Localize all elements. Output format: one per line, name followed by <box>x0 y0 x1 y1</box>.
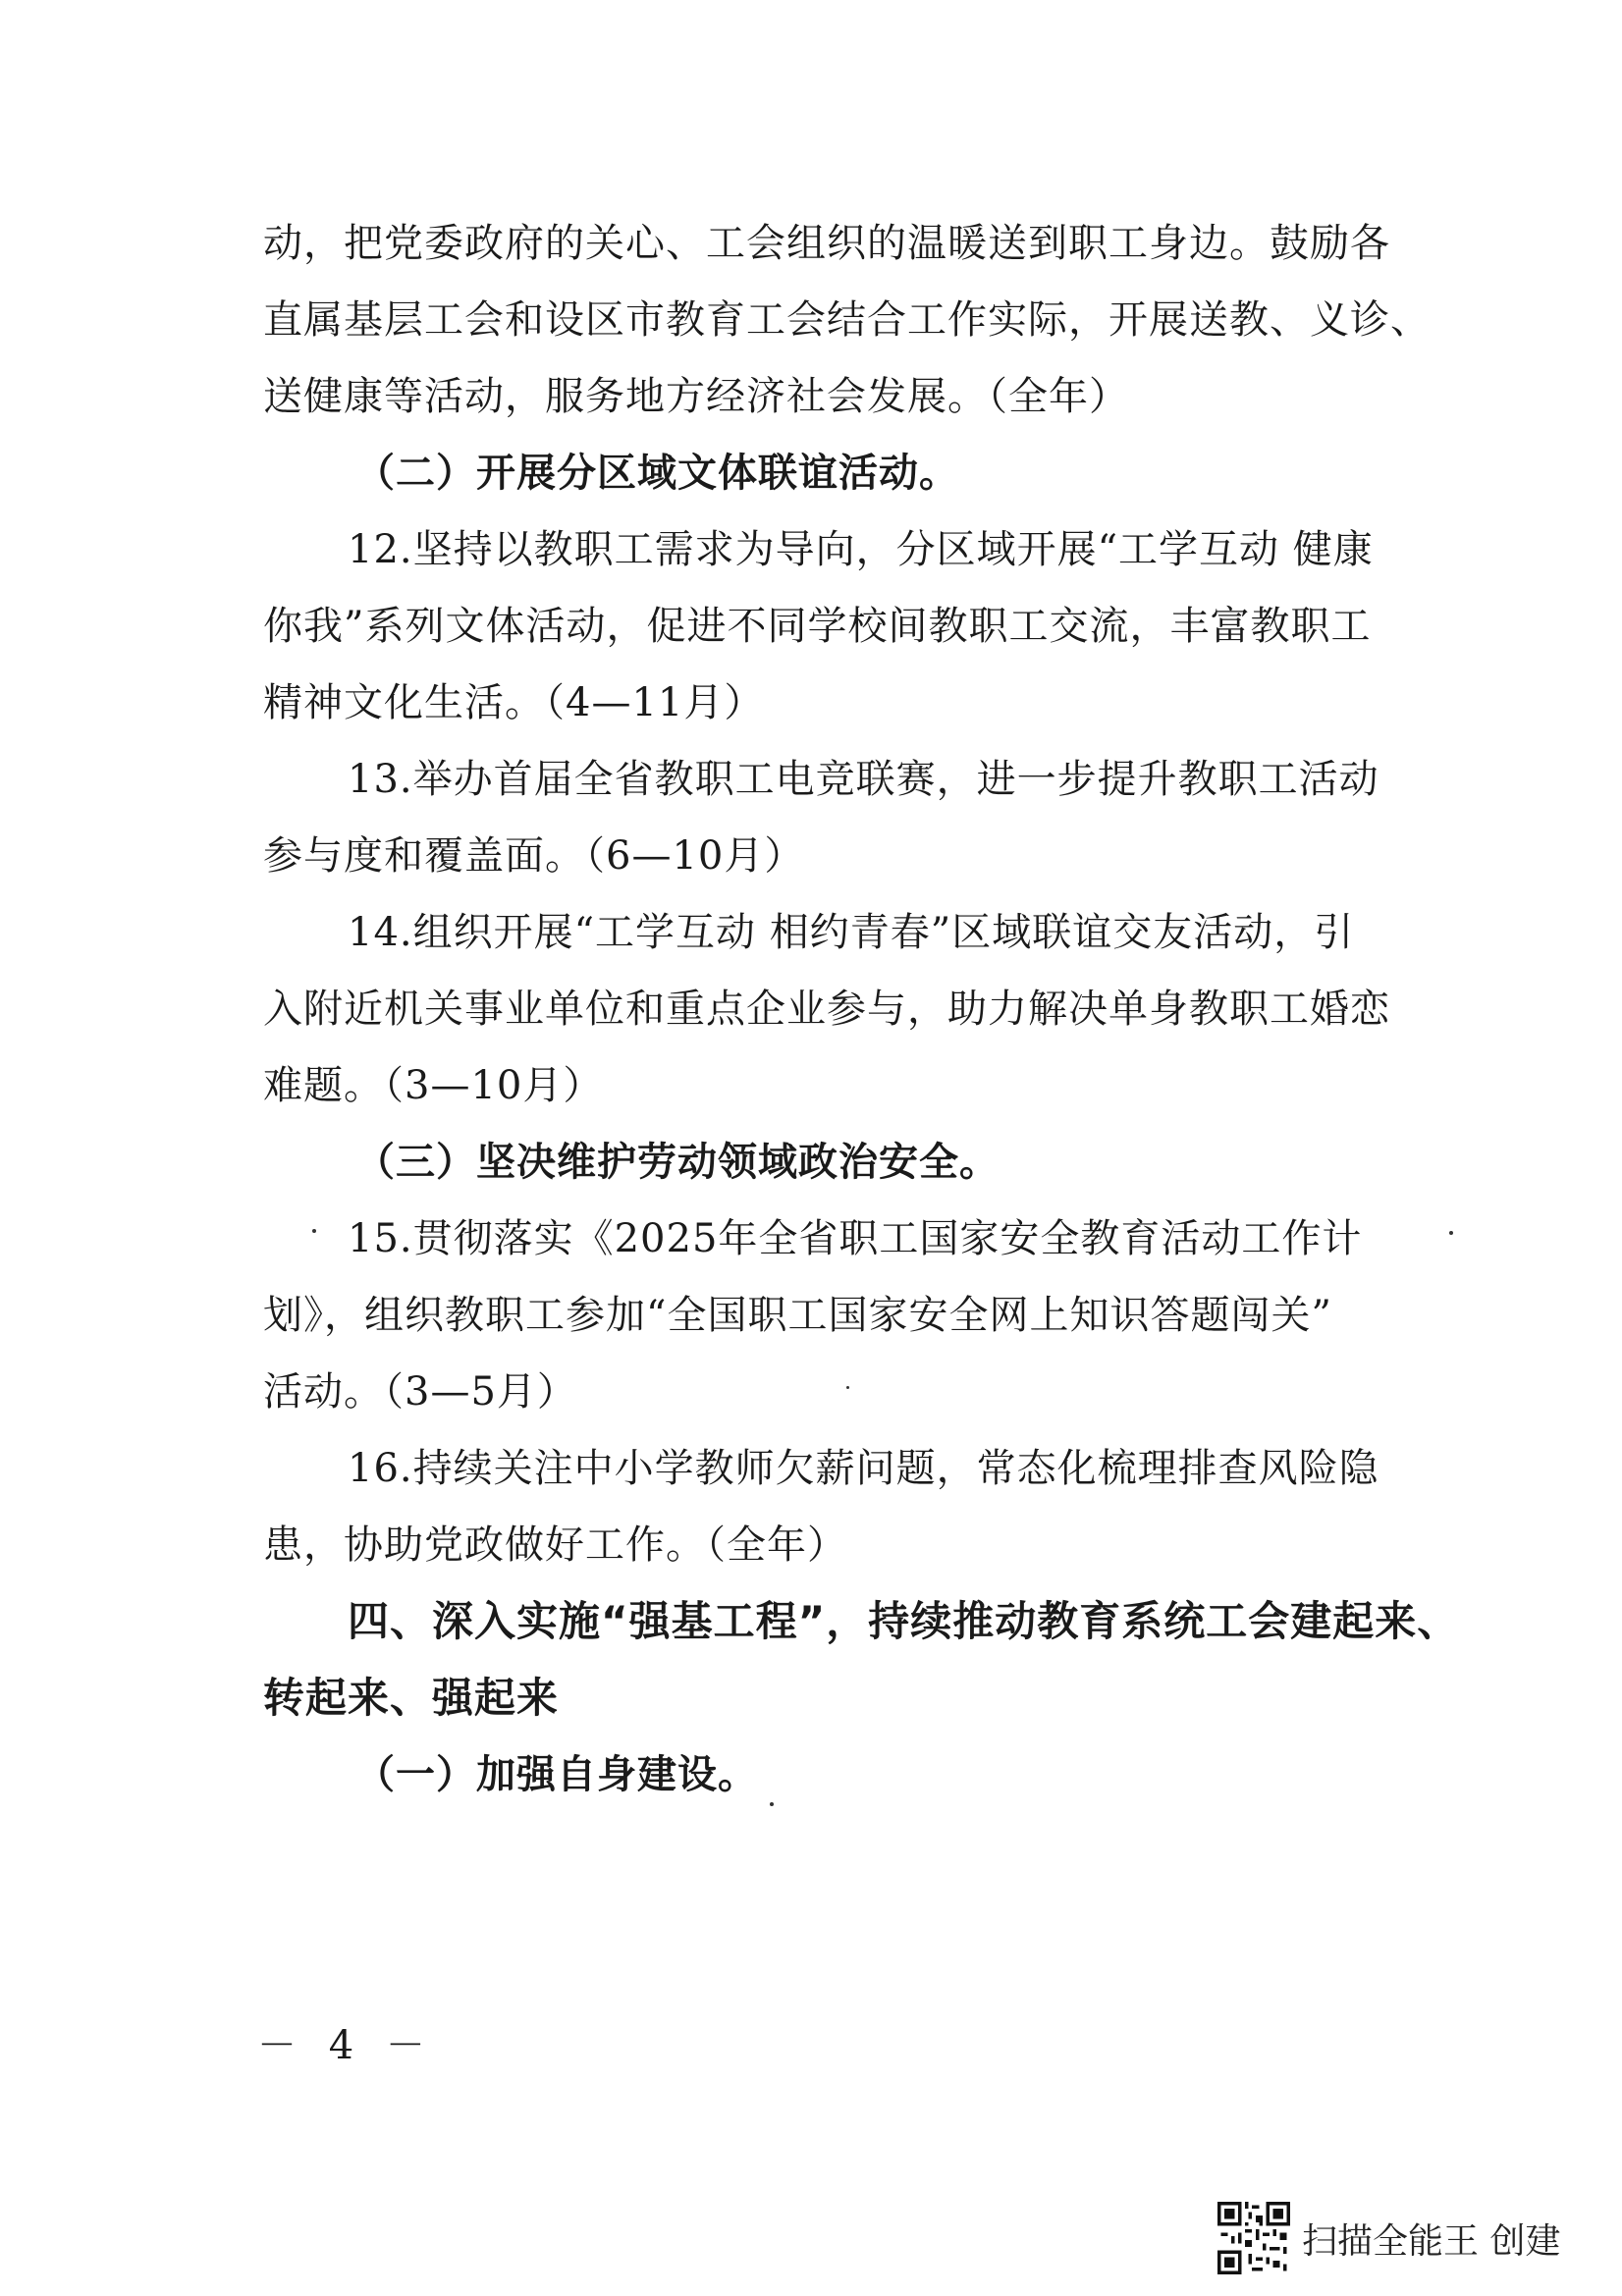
item-16-line-2: 患，协助党政做好工作。（全年） <box>263 1522 847 1568</box>
item-15-line-3: 活动。（3—5月） <box>263 1369 577 1415</box>
item-15-line-2: 划》，组织教职工参加“全国职工国家安全网上知识答题闯关” <box>263 1293 1332 1338</box>
item-13-line-1: 13.举办首届全省教职工电竞联赛，进一步提升教职工活动 <box>348 757 1379 802</box>
part-heading-4-line-1: 四、深入实施“强基工程”，持续推动教育系统工会建起来、 <box>348 1597 1460 1645</box>
qr-code-icon <box>1217 2202 1290 2274</box>
scanner-watermark <box>1217 2197 1560 2279</box>
watermark-text: 扫描全能王 创建 <box>1302 2220 1561 2262</box>
item-12-line-2: 你我”系列文体活动，促进不同学校间教职工交流，丰富教职工 <box>263 604 1372 649</box>
item-13-line-2: 参与度和覆盖面。（6—10月） <box>263 833 805 879</box>
item-12-line-1: 12.坚持以教职工需求为导向，分区域开展“工学互动 健康 <box>348 527 1374 572</box>
body-line-3: 送健康等活动，服务地方经济社会发展。（全年） <box>263 374 1129 419</box>
item-16-line-1: 16.持续关注中小学教师欠薪问题，常态化梳理排查风险隐 <box>348 1446 1379 1491</box>
item-14-line-3: 难题。（3—10月） <box>263 1063 604 1108</box>
item-14-line-2: 入附近机关事业单位和重点企业参与，助力解决单身教职工婚恋 <box>263 987 1390 1032</box>
scan-speck <box>770 1802 774 1806</box>
scan-speck <box>312 1229 316 1233</box>
subsection-heading-1: （一）加强自身建设。 <box>355 1752 758 1797</box>
scan-speck <box>846 1386 849 1389</box>
item-14-line-1: 14.组织开展“工学互动 相约青春”区域联谊交友活动，引 <box>348 910 1355 955</box>
section-heading-2: （二）开展分区域文体联谊活动。 <box>355 451 959 496</box>
item-12-line-3: 精神文化生活。（4—11月） <box>263 680 765 725</box>
page-number: － 4 － <box>257 2023 435 2068</box>
scan-speck <box>1449 1231 1453 1235</box>
section-heading-3: （三）坚决维护劳动领域政治安全。 <box>355 1140 1000 1185</box>
item-15-line-1: 15.贯彻落实《2025年全省职工国家安全教育活动工作计 <box>348 1216 1363 1261</box>
part-heading-4-line-2: 转起来、强起来 <box>263 1674 560 1722</box>
body-line-1: 动，把党委政府的关心、工会组织的温暖送到职工身边。鼓励各 <box>263 221 1390 266</box>
body-line-2: 直属基层工会和设区市教育工会结合工作实际，开展送教、义诊、 <box>263 297 1431 343</box>
